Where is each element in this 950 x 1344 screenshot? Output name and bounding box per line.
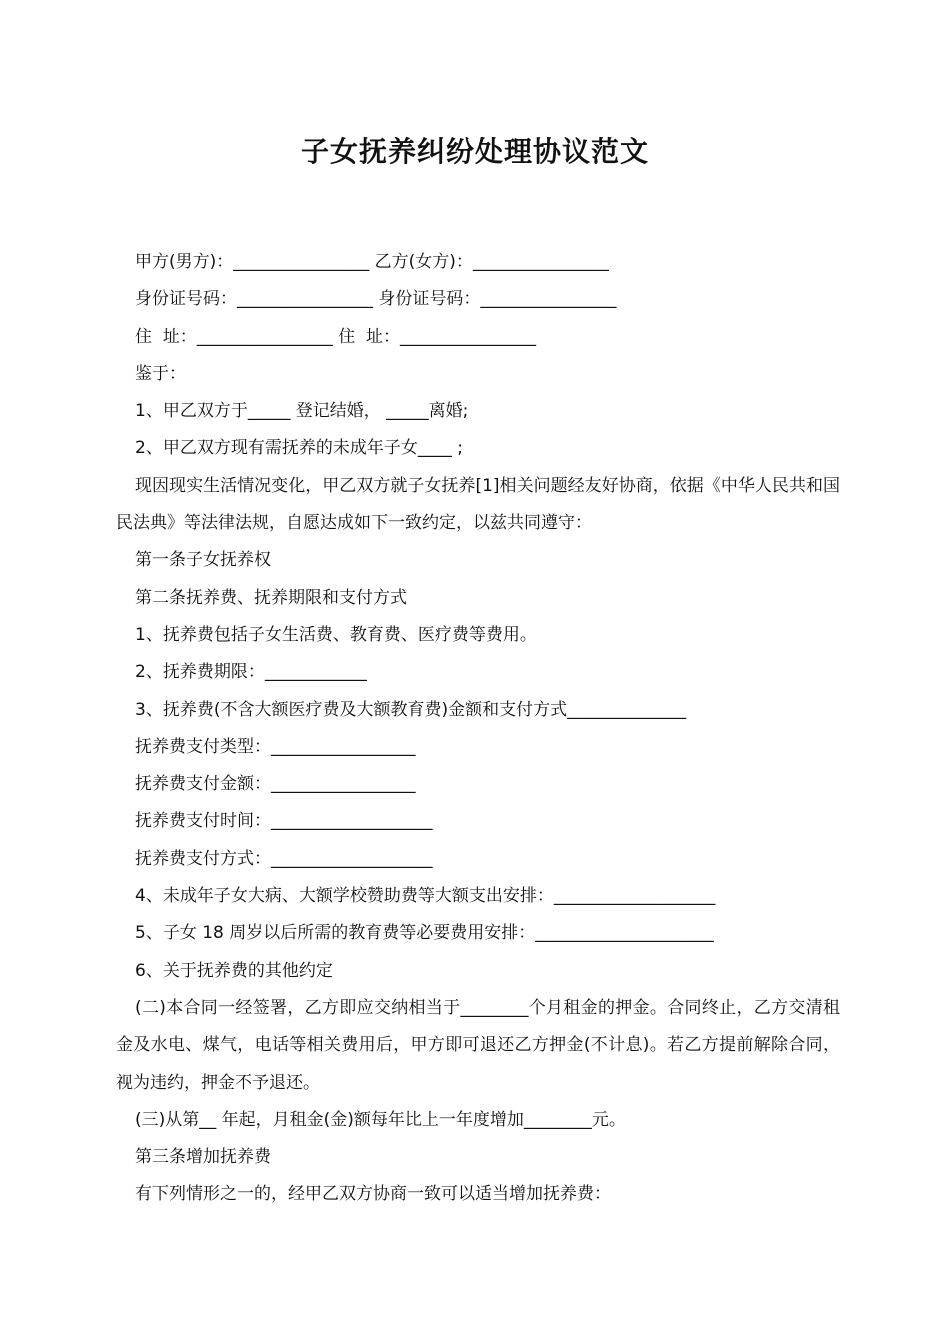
id-number-line: 身份证号码：________________ 身份证号码：________________	[135, 289, 617, 310]
marriage-clause: 1、甲乙双方于_____ 登记结婚， _____离婚;	[135, 401, 469, 422]
document-body	[116, 244, 840, 1214]
rent-increase-clause: (三)从第__ 年起，月租金(金)额每年比上一年度增加________元。	[135, 1109, 626, 1130]
payment-amount: 抚养费支付金额：_________________	[135, 774, 416, 795]
article-3-heading: 第三条增加抚养费	[135, 1147, 271, 1168]
major-expense-clause: 4、未成年子女大病、大额学校赞助费等大额支出安排：___________________	[135, 886, 716, 907]
support-amount-method: 3、抚养费(不含大额医疗费及大额教育费)金额和支付方式______________	[135, 699, 687, 720]
support-period: 2、抚养费期限：____________	[135, 662, 367, 683]
other-agreements: 6、关于抚养费的其他约定	[135, 960, 333, 981]
support-fee-scope: 1、抚养费包括子女生活费、教育费、医疗费等费用。	[135, 624, 537, 645]
increase-conditions-intro: 有下列情形之一的，经甲乙双方协商一致可以适当增加抚养费：	[135, 1184, 611, 1205]
whereas-heading: 鉴于：	[135, 363, 186, 384]
preamble-paragraph: 现因现实生活情况变化，甲乙双方就子女抚养[1]相关问题经友好协商，依据《中华人民共和国民法典》等法律法规，自愿达成如下一致约定，以兹共同遵守：	[116, 475, 840, 534]
address-line: 住 址：________________ 住 址：________________	[135, 326, 537, 347]
deposit-paragraph: (二)本合同一经签署，乙方即应交纳相当于________个月租金的押金。合同终止，乙方交清租金及水电、煤气，电话等相关费用后，甲方即可退还乙方押金(不计息)。若乙方提前解除合同，视为违约，押金不予退还。	[116, 997, 840, 1093]
article-2-heading: 第二条抚养费、抚养期限和支付方式	[135, 587, 407, 608]
document-title: 子女抚养纠纷处理协议范文	[300, 135, 649, 168]
article-1-heading: 第一条子女抚养权	[135, 550, 271, 571]
children-clause: 2、甲乙双方现有需抚养的未成年子女____ ;	[135, 438, 463, 459]
payment-type: 抚养费支付类型：_________________	[135, 736, 416, 757]
post-18-expense-clause: 5、子女 18 周岁以后所需的教育费等必要费用安排：_____________________	[135, 923, 714, 944]
party-names-line: 甲方(男方)：________________ 乙方(女方)：________________	[135, 252, 609, 272]
payment-time: 抚养费支付时间：___________________	[135, 811, 433, 832]
payment-method: 抚养费支付方式：___________________	[135, 848, 433, 869]
